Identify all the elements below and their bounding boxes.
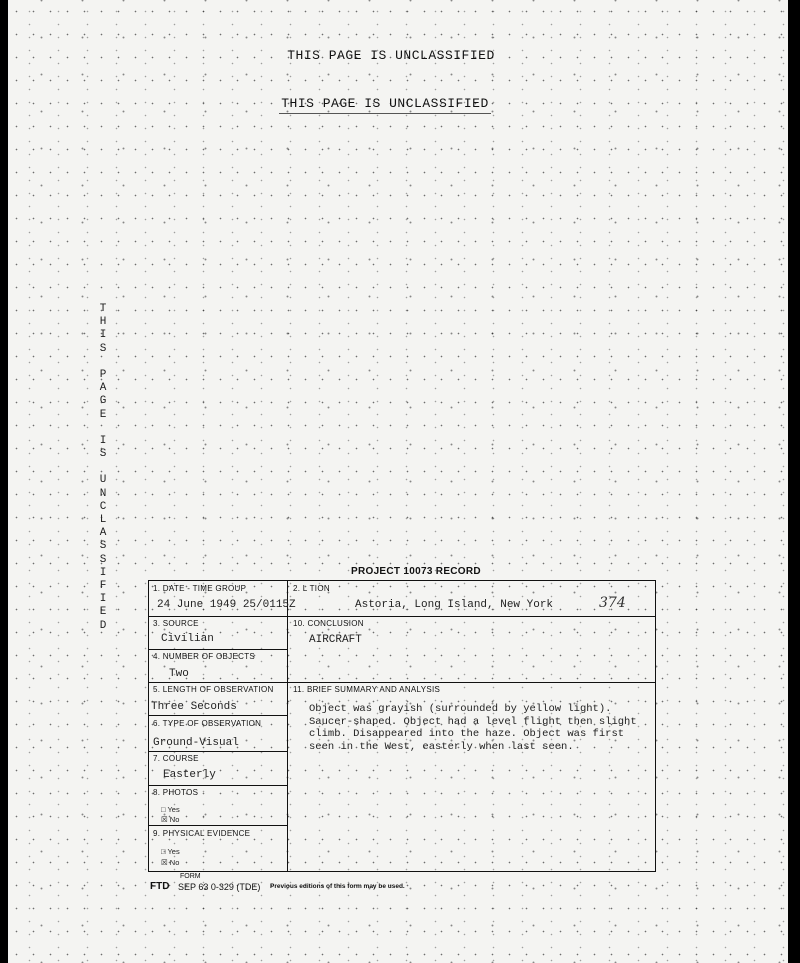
source-value: Civilian	[161, 633, 214, 645]
form-footer	[150, 873, 670, 895]
document-page	[8, 0, 790, 963]
course-value: Easterly	[163, 769, 216, 781]
stamp-letter: S	[99, 448, 107, 461]
row-divider	[149, 825, 287, 826]
stamp-letter: T	[99, 303, 107, 315]
vertical-classification-stamp	[96, 303, 110, 633]
location-label: 2. L TION	[293, 584, 330, 593]
stamp-letter: I	[99, 593, 107, 606]
stamp-letter: S	[99, 553, 107, 566]
stamp-letter	[96, 356, 110, 369]
stamp-letter: H	[99, 316, 107, 329]
record-form	[148, 580, 656, 872]
row-divider	[149, 785, 287, 786]
classification-stamp	[0, 96, 776, 111]
source-label: 3. SOURCE	[153, 619, 199, 628]
classification-header: THIS PAGE IS UNCLASSIFIED	[287, 48, 495, 63]
length-value: Three Seconds	[151, 701, 237, 713]
classification-stamp-text: THIS PAGE IS UNCLASSIFIED	[279, 96, 491, 114]
scan-edge	[788, 0, 800, 963]
stamp-letter: E	[99, 606, 107, 619]
date-time-value: 24 June 1949 25/0115Z	[157, 599, 296, 611]
stamp-letter: A	[99, 382, 107, 395]
photos-label: 8. PHOTOS	[153, 788, 199, 797]
conclusion-label: 10. CONCLUSION	[293, 619, 364, 628]
objects-label: 4. NUMBER OF OBJECTS	[153, 652, 256, 661]
ftd-label: FTD	[150, 881, 170, 892]
conclusion-value: AIRCRAFT	[309, 634, 362, 646]
row-divider	[149, 715, 287, 716]
evidence-no-checkbox[interactable]: ☒ No	[161, 858, 180, 867]
stamp-letter: N	[99, 487, 107, 500]
handwritten-case-number: 374	[599, 595, 626, 611]
stamp-letter: F	[99, 579, 107, 592]
stamp-letter: S	[99, 540, 107, 553]
stamp-letter: I	[99, 329, 107, 342]
type-label: 6. TYPE OF OBSERVATION	[153, 719, 262, 728]
stamp-letter: D	[99, 619, 107, 632]
previous-editions-note: Previous editions of this form may be used.	[270, 883, 405, 890]
summary-text: Object was grayish (surrounded by yellow light). Saucer-shaped. Object had a level flight then slight climb. Disappeared into the haze. Object was first seen in the West, easterly when last seen.	[309, 703, 637, 753]
course-label: 7. COURSE	[153, 754, 199, 763]
stamp-letter: L	[99, 514, 107, 526]
row-divider	[149, 682, 655, 683]
evidence-yes-checkbox[interactable]: □ Yes	[161, 847, 180, 856]
row-divider	[149, 649, 287, 650]
stamp-letter	[96, 422, 110, 435]
stamp-letter: P	[99, 368, 107, 381]
photos-yes-checkbox[interactable]: □ Yes	[161, 805, 180, 814]
type-value: Ground-Visual	[153, 737, 239, 749]
location-value: Astoria, Long Island, New York	[355, 599, 554, 611]
stamp-letter: G	[99, 395, 107, 408]
form-title: PROJECT 10073 RECORD	[351, 566, 481, 577]
row-divider	[149, 751, 287, 752]
evidence-label: 9. PHYSICAL EVIDENCE	[153, 829, 251, 838]
stamp-letter: A	[99, 527, 107, 540]
date-time-label: 1. DATE - TIME GROUP	[153, 584, 247, 593]
stamp-letter: C	[99, 500, 107, 513]
stamp-letter	[96, 461, 110, 474]
objects-value: Two	[169, 668, 189, 680]
stamp-letter: S	[99, 342, 107, 355]
summary-label: 11. BRIEF SUMMARY AND ANALYSIS	[293, 685, 441, 694]
stamp-letter: E	[99, 408, 107, 421]
stamp-letter: U	[99, 474, 107, 487]
stamp-letter: I	[99, 566, 107, 579]
form-word: FORM	[180, 873, 201, 880]
length-label: 5. LENGTH OF OBSERVATION	[153, 685, 274, 694]
photos-no-checkbox[interactable]: ☒ No	[161, 815, 180, 824]
form-number: SEP 63 0-329 (TDE)	[178, 882, 261, 892]
row-divider	[149, 616, 655, 617]
column-divider	[287, 581, 288, 871]
stamp-letter: I	[99, 434, 107, 447]
